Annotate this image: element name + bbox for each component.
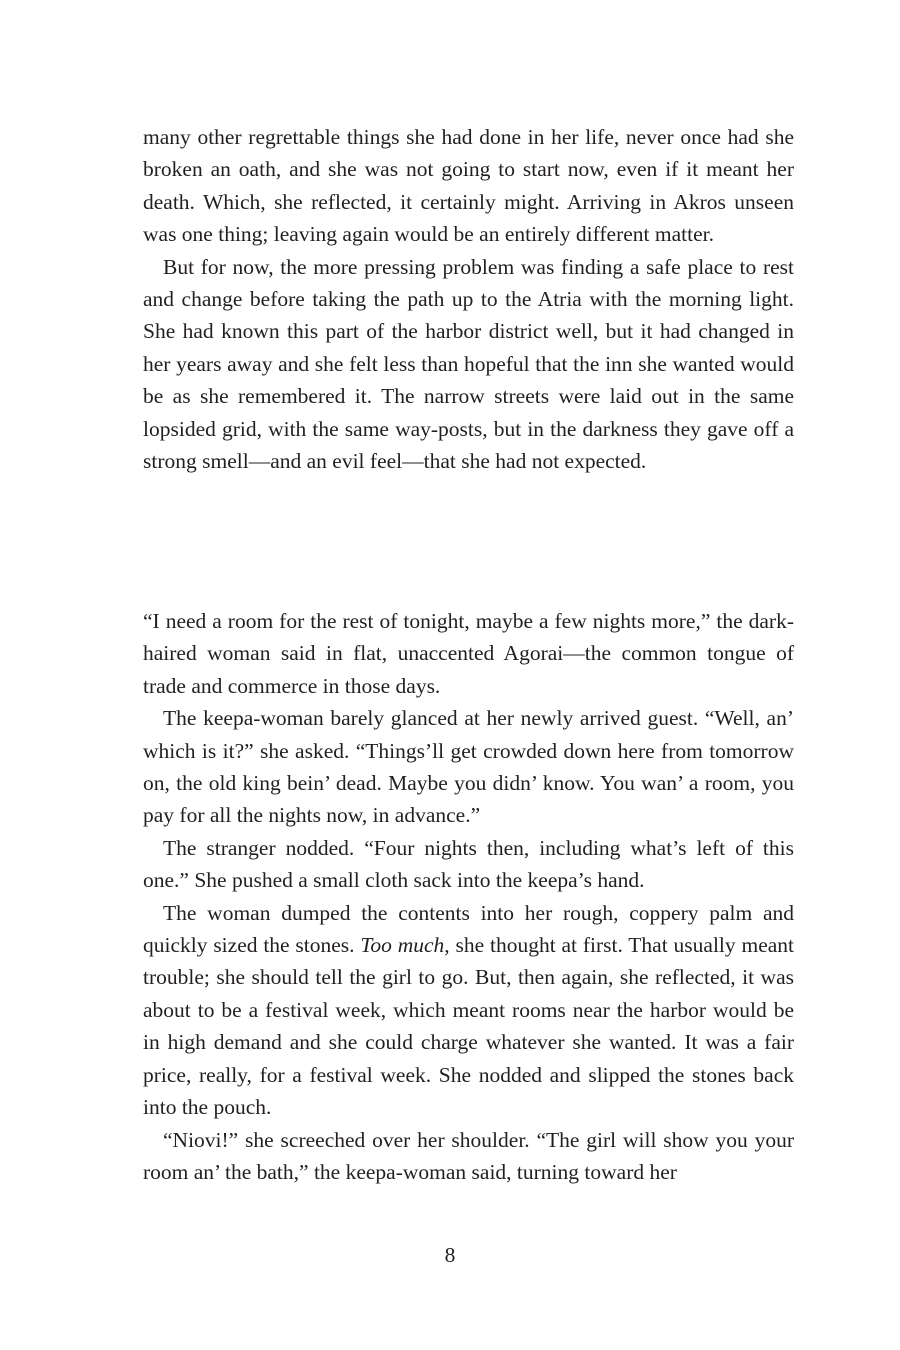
italic-thought: Too much (360, 933, 445, 958)
section-2 (143, 605, 794, 1188)
paragraph-continuation: many other regrettable things she had done in her life, never once had she broken an oath, and she was not going to start now, even if it meant her death. Which, she reflected, it certainly might. Arriving in Akros unseen was one thing; leaving again would be an entirely different matter. (143, 125, 794, 247)
paragraph-text: The woman dumped the contents into her rough, coppery palm and quickly sized the stones. (143, 900, 794, 958)
section-1 (143, 121, 794, 477)
paragraph-section-start: “I need a room for the rest of tonight, maybe a few nights more,” the dark-haired woman said in flat, unaccented Agorai—the common tongue of trade and commerce in those days. (143, 609, 794, 698)
paragraph: The stranger nodded. “Four nights then, including what’s left of this one.” She pushed a small cloth sack into the keepa’s hand. (143, 835, 794, 893)
page-number: 8 (444, 1243, 456, 1267)
paragraph: But for now, the more pressing problem was finding a safe place to rest and change before taking the path up to the Atria with the morning light. She had known this part of the harbor district well, but it had changed in her years away and she felt less than hopeful that the inn she wanted would be as she remembered it. The narrow streets were laid out in the same lopsided grid, with the same way-posts, but in the darkness they gave off a strong smell—and an evil feel—that she had not expected. (143, 254, 794, 474)
paragraph: “Niovi!” she screeched over her shoulder. “The girl will show you your room an’ the bath,” the keepa-woman said, turning toward her (143, 1127, 794, 1184)
paragraph (143, 897, 794, 1124)
paragraph-text: , she thought at first. That usually meant trouble; she should tell the girl to go. But, then again, she reflected, it was about to be a festival week, which meant rooms near the harbor would be in high demand and she could charge whatever she wanted. It was a fair price, really, for a festival week. She nodded and slipped the stones back into the pouch. (143, 933, 795, 1120)
paragraph: The keepa-woman barely glanced at her newly arrived guest. “Well, an’ which is it?” she asked. “Things’ll get crowded down here from tomorrow on, the old king bein’ dead. Maybe you didn’ know. You wan’ a room, you pay for all the nights now, in advance.” (143, 706, 794, 828)
